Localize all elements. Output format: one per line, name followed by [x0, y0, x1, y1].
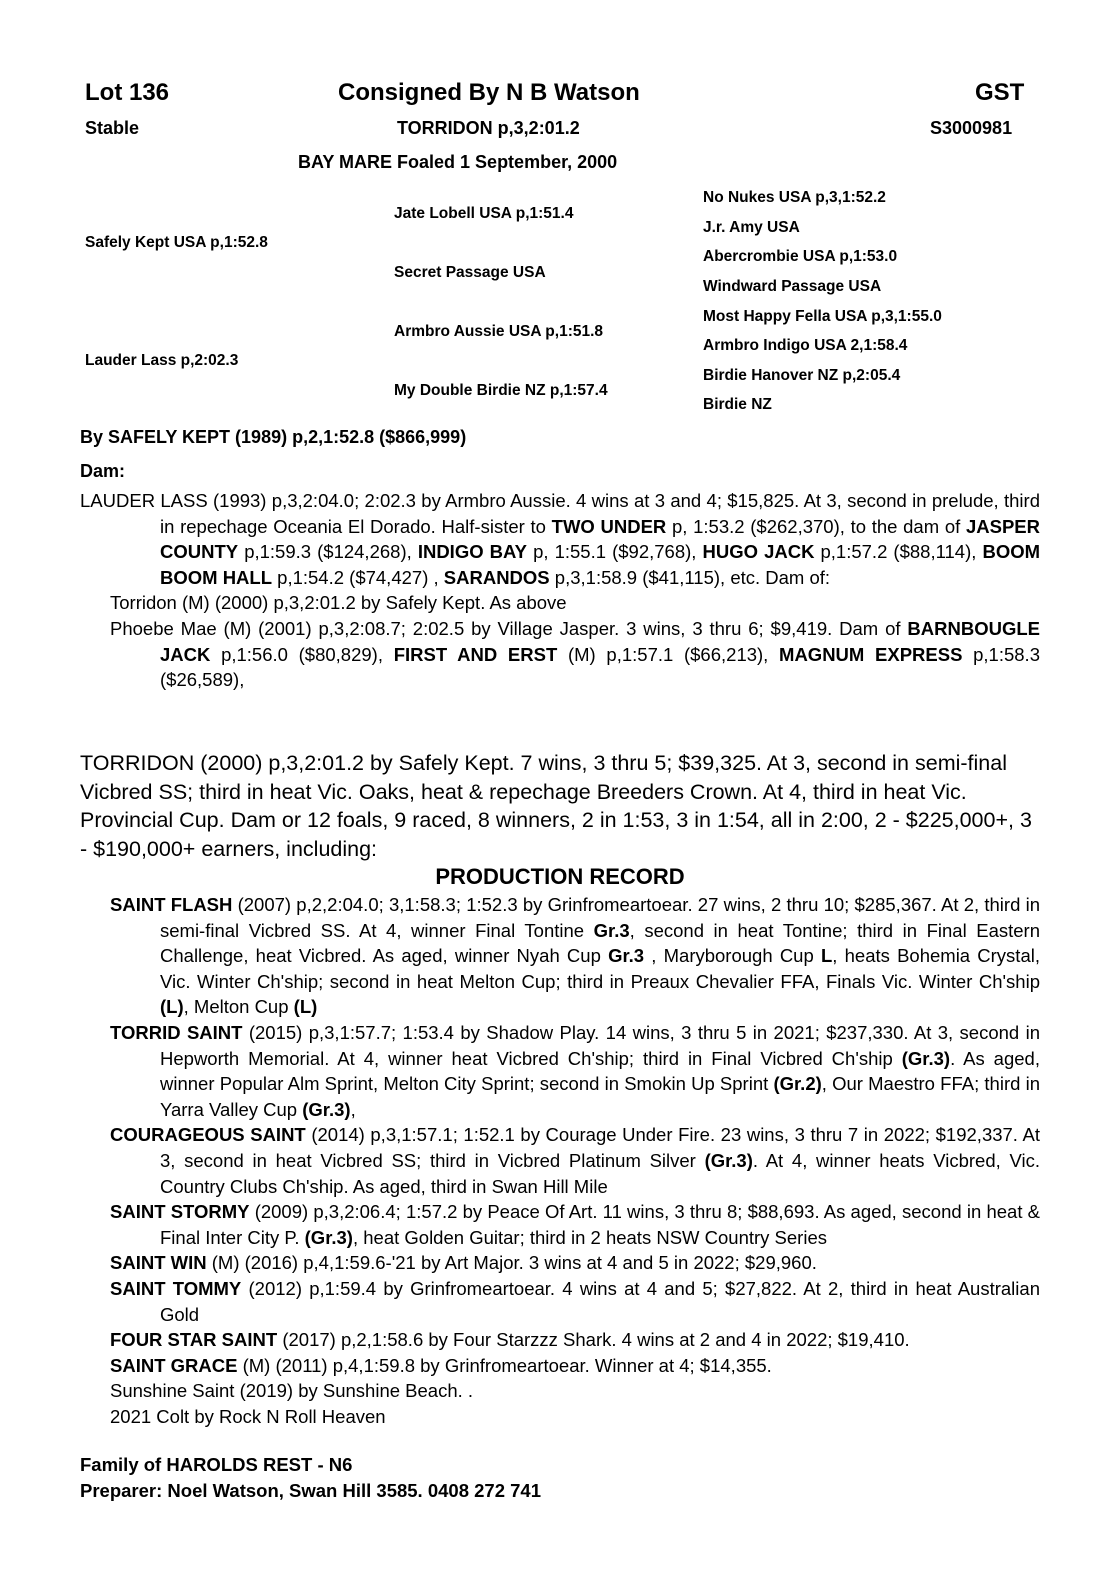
relative-name: INDIGO BAY [417, 541, 528, 563]
foal-text: , heat Golden Guitar; third in 2 heats NSW Country Series [352, 1226, 827, 1248]
preparer-line: Preparer: Noel Watson, Swan Hill 3585. 0408 272 741 [80, 1480, 542, 1501]
production-item [110, 1199, 1040, 1250]
dam-produce-item [110, 616, 1040, 693]
production-item [110, 1020, 1040, 1122]
pedigree-g8: Birdie NZ [703, 396, 772, 413]
production-item [110, 1276, 1040, 1327]
foal-text: (2014) p,3,1:57.1; 1:52.1 by Courage Under Fire. 23 wins, 3 thru 7 in 2022; $192,337. At 3, second in heat Vicbred SS; third in Vicbred Platinum Silver [160, 1124, 1040, 1171]
grade-label: (Gr.3) [304, 1226, 353, 1248]
foal-name: FOUR STAR SAINT [110, 1329, 278, 1351]
grade-label: Gr.3 [593, 919, 630, 941]
produce-text: p,1:56.0 ($80,829), [210, 643, 394, 665]
relative-name: MAGNUM EXPRESS [779, 643, 963, 665]
relative-name: FIRST AND ERST [393, 643, 558, 665]
produce-text: Phoebe Mae (M) (2001) p,3,2:08.7; 2:02.5 by Village Jasper. 3 wins, 3 thru 6; $9,419. Dam of [110, 617, 908, 639]
relative-name: SARANDOS [443, 566, 550, 588]
dam-text: p,1:59.3 ($124,268), [238, 541, 418, 563]
production-item [110, 892, 1040, 1020]
foal-text: , [350, 1098, 356, 1120]
foal-name: SAINT FLASH [110, 894, 233, 915]
dam-paragraph [80, 488, 1040, 590]
dam-text: p, 1:55.1 ($92,768), [527, 541, 703, 563]
foal-text: (M) (2016) p,4,1:59.6-'21 by Art Major. 3 wins at 4 and 5 in 2022; $29,960. [206, 1252, 817, 1274]
dam-text: p,3,1:58.9 ($41,115), etc. Dam of: [549, 566, 831, 588]
pedigree-dam-dam: My Double Birdie NZ p,1:57.4 [394, 382, 608, 399]
pedigree-g1: No Nukes USA p,3,1:52.2 [703, 189, 886, 206]
foal-text: (2017) p,2,1:58.6 by Four Starzzz Shark. 4 wins at 2 and 4 in 2022; $19,410. [277, 1329, 910, 1351]
family-line: Family of HAROLDS REST - N6 [80, 1454, 353, 1475]
grade-label: (Gr.2) [773, 1073, 822, 1095]
grade-label: (Gr.3) [901, 1047, 951, 1069]
horse-description: BAY MARE Foaled 1 September, 2000 [298, 152, 618, 172]
foal-name: SAINT GRACE [110, 1354, 238, 1376]
pedigree-g6: Armbro Indigo USA 2,1:58.4 [703, 337, 908, 354]
relative-name: BOOM BOOM HALL [160, 541, 1041, 588]
foal-text: 2021 Colt by Rock N Roll Heaven [110, 1405, 386, 1427]
dam-text: p, 1:53.2 ($262,370), to the dam of [666, 515, 966, 537]
foal-text: (2009) p,3,2:06.4; 1:57.2 by Peace Of Art. 11 wins, 3 thru 8; $88,693. As aged, second in heat & Final Inter City P. [160, 1201, 1040, 1248]
foal-text: . At 4, winner heats Vicbred, Vic. Country Clubs Ch'ship. As aged, third in Swan Hill Mile [160, 1149, 1040, 1197]
production-item [110, 1122, 1040, 1199]
grade-label: (Gr.3) [302, 1098, 351, 1120]
produce-text: (M) p,1:57.1 ($66,213), [557, 643, 780, 665]
dam-section [80, 488, 1040, 693]
foal-text: , Our Maestro FFA; third in Yarra Valley Cup [160, 1073, 1040, 1120]
consignor: Consigned By N B Watson [338, 79, 640, 106]
foal-text: (2012) p,1:59.4 by Grinfromeartoear. 4 wins at 4 and 5; $27,822. At 2, third in heat Australian Gold [160, 1277, 1040, 1325]
dam-text: p,1:57.2 ($88,114), [814, 541, 983, 563]
foal-name: SAINT TOMMY [110, 1277, 242, 1299]
production-record-title: PRODUCTION RECORD [435, 864, 685, 890]
dam-label: Dam: [80, 461, 126, 481]
production-item [110, 1353, 1040, 1379]
production-list [80, 892, 1040, 1429]
lot-number: Lot 136 [85, 79, 170, 106]
pedigree-dam-sire: Armbro Aussie USA p,1:51.8 [394, 323, 604, 340]
relative-name: JASPER COUNTY [160, 515, 1041, 563]
pedigree-g4: Windward Passage USA [703, 278, 882, 295]
grade-label: (Gr.3) [704, 1149, 753, 1171]
horse-code: S3000981 [930, 118, 1013, 138]
foal-name: SAINT WIN [110, 1252, 207, 1274]
pedigree-dam: Lauder Lass p,2:02.3 [85, 352, 239, 369]
foal-name: SAINT STORMY [110, 1201, 250, 1223]
pedigree-g2: J.r. Amy USA [703, 219, 800, 236]
foal-text: (2007) p,2,2:04.0; 3,1:58.3; 1:52.3 by Grinfromeartoear. 27 wins, 2 thru 10; $285,367. At 2, third in semi-final Vicbred SS. At 4, winner Final Tontine [160, 894, 1040, 941]
torridon-summary [80, 749, 1040, 891]
foal-text: (2015) p,3,1:57.7; 1:53.4 by Shadow Play. 14 wins, 3 thru 5 in 2021; $237,330. At 3, second in Hepworth Memorial. At 4, winner heat Vicbred Ch'ship; third in Final Vicbred Ch'ship [160, 1021, 1040, 1069]
grade-label: (L) [293, 996, 318, 1018]
foal-text: . As aged, winner Popular Alm Sprint, Melton City Sprint; second in Smokin Up Sprint [160, 1047, 1040, 1095]
foal-text: Sunshine Saint (2019) by Sunshine Beach. . [110, 1380, 474, 1402]
torridon-text: TORRIDON (2000) p,3,2:01.2 by Safely Kept. 7 wins, 3 thru 5; $39,325. At 3, second in semi-final Vicbred SS; third in heat Vic. Oaks, heat & repechage Breeders Crown. At 4, third in heat Vic. Provincial Cup. Dam or 12 foals, 9 raced, 8 winners, 2 in 1:53, 3 in 1:54, all in 2:00, 2 - $225,000+, 3 - $190,000+ earners, including: [80, 751, 1032, 861]
dam-produce-item [110, 590, 1040, 616]
relative-name: HUGO JACK [702, 541, 815, 563]
pedigree-sire-dam: Secret Passage USA [394, 264, 546, 281]
produce-text: p,1:58.3 ($26,589), [160, 643, 1040, 691]
foal-text: (M) (2011) p,4,1:59.8 by Grinfromeartoear. Winner at 4; $14,355. [237, 1354, 772, 1376]
foal-name: TORRID SAINT [110, 1021, 243, 1043]
production-item [110, 1378, 1040, 1404]
gst-label: GST [975, 79, 1025, 106]
production-item [110, 1327, 1040, 1353]
relative-name: TWO UNDER [551, 515, 667, 537]
dam-text: LAUDER LASS (1993) p,3,2:04.0; 2:02.3 by Armbro Aussie. 4 wins at 3 and 4; $15,825. At 3, second in prelude, third in repechage Oceania El Dorado. Half-sister to [80, 490, 1040, 537]
pedigree-sire-sire: Jate Lobell USA p,1:51.4 [394, 205, 574, 222]
production-item [110, 1250, 1040, 1276]
pedigree-g5: Most Happy Fella USA p,3,1:55.0 [703, 308, 942, 325]
foal-text: , heats Bohemia Crystal, Vic. Winter Ch'ship; second in heat Melton Cup; third in Preaux Chevalier FFA, Finals Vic. Winter Ch'ship [160, 945, 1040, 992]
foal-text: , Melton Cup [183, 996, 294, 1018]
foal-text: , second in heat Tontine; third in Final Eastern Challenge, heat Vicbred. As aged, winner Nyah Cup [160, 919, 1040, 967]
dam-text: p,1:54.2 ($74,427) , [272, 566, 444, 588]
foal-name: COURAGEOUS SAINT [110, 1124, 306, 1146]
produce-text: Torridon (M) (2000) p,3,2:01.2 by Safely Kept. As above [110, 592, 567, 614]
foal-text: , Maryborough Cup [644, 945, 821, 967]
stable-label: Stable [85, 118, 140, 138]
pedigree-g7: Birdie Hanover NZ p,2:05.4 [703, 367, 901, 384]
production-item [110, 1404, 1040, 1430]
grade-label: Gr.3 [608, 945, 645, 967]
grade-label: L [820, 945, 833, 967]
horse-title: TORRIDON p,3,2:01.2 [397, 118, 580, 138]
grade-label: (L) [160, 996, 184, 1018]
pedigree-sire: Safely Kept USA p,1:52.8 [85, 234, 268, 251]
sire-line: By SAFELY KEPT (1989) p,2,1:52.8 ($866,999) [80, 427, 467, 447]
relative-name: BARNBOUGLE JACK [160, 617, 1040, 665]
pedigree-g3: Abercrombie USA p,1:53.0 [703, 248, 898, 265]
